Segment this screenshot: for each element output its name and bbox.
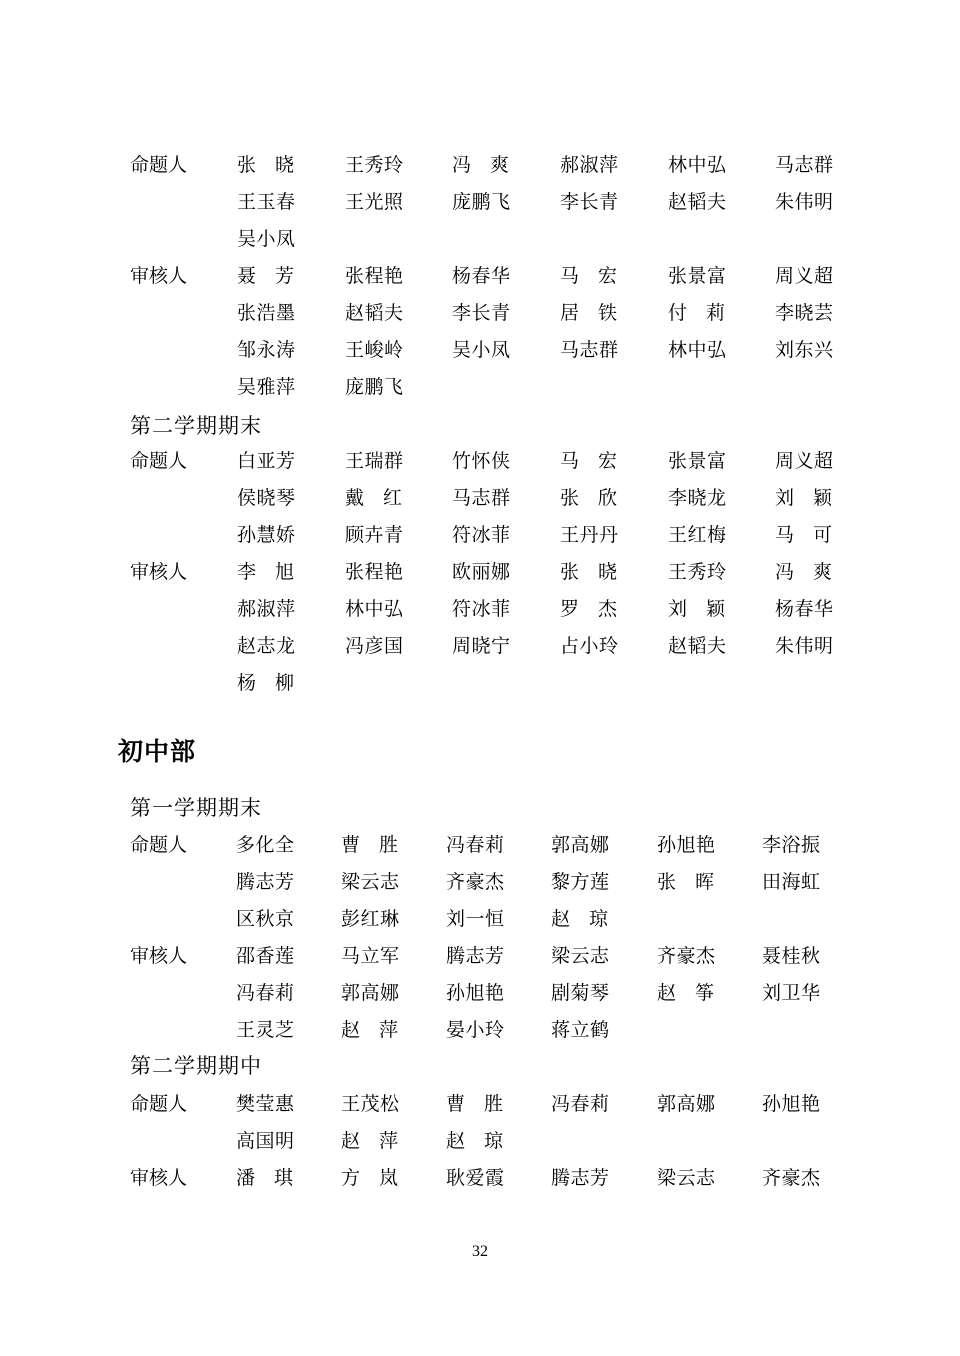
person-name: 庞鹏飞 bbox=[452, 191, 510, 213]
person-name: 刘卫华 bbox=[762, 982, 820, 1004]
person-name: 郭高娜 bbox=[341, 982, 399, 1004]
role-label: 审核人 bbox=[130, 1167, 188, 1189]
role-label: 审核人 bbox=[130, 265, 188, 287]
person-name: 郭高娜 bbox=[657, 1093, 715, 1115]
person-name: 蒋立鹤 bbox=[551, 1019, 609, 1041]
person-name: 王峻岭 bbox=[345, 339, 403, 361]
person-name: 刘一恒 bbox=[446, 908, 504, 930]
person-name: 曹胜 bbox=[341, 834, 398, 856]
person-name: 齐豪杰 bbox=[446, 871, 504, 893]
person-name: 梁云志 bbox=[551, 945, 609, 967]
person-name: 张欣 bbox=[560, 487, 617, 509]
person-name: 王光照 bbox=[345, 191, 403, 213]
person-name: 张晖 bbox=[657, 871, 714, 893]
person-name: 周义超 bbox=[775, 265, 833, 287]
person-name: 高国明 bbox=[236, 1130, 294, 1152]
person-name: 王秀玲 bbox=[345, 154, 403, 176]
person-name: 马立军 bbox=[341, 945, 399, 967]
person-name: 齐豪杰 bbox=[657, 945, 715, 967]
person-name: 李晓龙 bbox=[668, 487, 726, 509]
person-name: 付莉 bbox=[668, 302, 725, 324]
role-label: 审核人 bbox=[130, 945, 188, 967]
person-name: 罗杰 bbox=[560, 598, 617, 620]
person-name: 张景富 bbox=[668, 450, 726, 472]
person-name: 梁云志 bbox=[341, 871, 399, 893]
person-name: 冯彦国 bbox=[345, 635, 403, 657]
person-name: 赵韬夫 bbox=[668, 635, 726, 657]
person-name: 符冰菲 bbox=[452, 598, 510, 620]
person-name: 王灵芝 bbox=[236, 1019, 294, 1041]
person-name: 吴雅萍 bbox=[237, 376, 295, 398]
person-name: 马宏 bbox=[560, 265, 617, 287]
person-name: 剧菊琴 bbox=[551, 982, 609, 1004]
person-name: 杨春华 bbox=[775, 598, 833, 620]
person-name: 周晓宁 bbox=[452, 635, 510, 657]
person-name: 区秋京 bbox=[236, 908, 294, 930]
person-name: 顾卉青 bbox=[345, 524, 403, 546]
term-title: 第二学期期末 bbox=[130, 414, 262, 438]
person-name: 李晓芸 bbox=[775, 302, 833, 324]
person-name: 吴小凤 bbox=[237, 228, 295, 250]
person-name: 方岚 bbox=[341, 1167, 398, 1189]
person-name: 王丹丹 bbox=[560, 524, 618, 546]
person-name: 邹永涛 bbox=[237, 339, 295, 361]
person-name: 冯春莉 bbox=[236, 982, 294, 1004]
person-name: 林中弘 bbox=[668, 154, 726, 176]
person-name: 马志群 bbox=[560, 339, 618, 361]
person-name: 竹怀侠 bbox=[452, 450, 510, 472]
person-name: 张景富 bbox=[668, 265, 726, 287]
person-name: 邵香莲 bbox=[236, 945, 294, 967]
person-name: 刘东兴 bbox=[775, 339, 833, 361]
person-name: 王瑞群 bbox=[345, 450, 403, 472]
person-name: 王茂松 bbox=[341, 1093, 399, 1115]
person-name: 刘颖 bbox=[668, 598, 725, 620]
person-name: 马宏 bbox=[560, 450, 617, 472]
person-name: 李长青 bbox=[560, 191, 618, 213]
person-name: 赵萍 bbox=[341, 1130, 398, 1152]
person-name: 晏小玲 bbox=[446, 1019, 504, 1041]
person-name: 李旭 bbox=[237, 561, 294, 583]
person-name: 王红梅 bbox=[668, 524, 726, 546]
person-name: 符冰菲 bbox=[452, 524, 510, 546]
person-name: 赵萍 bbox=[341, 1019, 398, 1041]
person-name: 杨春华 bbox=[452, 265, 510, 287]
person-name: 郝淑萍 bbox=[237, 598, 295, 620]
person-name: 赵韬夫 bbox=[668, 191, 726, 213]
page-number: 32 bbox=[472, 1243, 488, 1260]
person-name: 王玉春 bbox=[237, 191, 295, 213]
person-name: 耿爱霞 bbox=[446, 1167, 504, 1189]
role-label: 命题人 bbox=[130, 450, 188, 472]
person-name: 齐豪杰 bbox=[762, 1167, 820, 1189]
person-name: 李长青 bbox=[452, 302, 510, 324]
person-name: 冯春莉 bbox=[551, 1093, 609, 1115]
person-name: 侯晓琴 bbox=[237, 487, 295, 509]
person-name: 林中弘 bbox=[345, 598, 403, 620]
person-name: 张晓 bbox=[237, 154, 294, 176]
person-name: 马可 bbox=[775, 524, 832, 546]
person-name: 朱伟明 bbox=[775, 635, 833, 657]
person-name: 庞鹏飞 bbox=[345, 376, 403, 398]
term-title: 第一学期期末 bbox=[130, 796, 262, 820]
person-name: 聂桂秋 bbox=[762, 945, 820, 967]
person-name: 赵筝 bbox=[657, 982, 714, 1004]
person-name: 赵琼 bbox=[551, 908, 608, 930]
role-label: 命题人 bbox=[130, 834, 188, 856]
person-name: 腾志芳 bbox=[551, 1167, 609, 1189]
person-name: 赵志龙 bbox=[237, 635, 295, 657]
person-name: 马志群 bbox=[452, 487, 510, 509]
person-name: 占小玲 bbox=[560, 635, 618, 657]
person-name: 马志群 bbox=[775, 154, 833, 176]
person-name: 张程艳 bbox=[345, 265, 403, 287]
person-name: 冯春莉 bbox=[446, 834, 504, 856]
person-name: 吴小凤 bbox=[452, 339, 510, 361]
person-name: 孙旭艳 bbox=[657, 834, 715, 856]
person-name: 冯爽 bbox=[452, 154, 509, 176]
person-name: 孙慧娇 bbox=[237, 524, 295, 546]
person-name: 林中弘 bbox=[668, 339, 726, 361]
person-name: 孙旭艳 bbox=[762, 1093, 820, 1115]
person-name: 居铁 bbox=[560, 302, 617, 324]
person-name: 赵琼 bbox=[446, 1130, 503, 1152]
section-title: 初中部 bbox=[118, 737, 197, 766]
person-name: 曹胜 bbox=[446, 1093, 503, 1115]
role-label: 命题人 bbox=[130, 154, 188, 176]
person-name: 彭红琳 bbox=[341, 908, 399, 930]
person-name: 聂芳 bbox=[237, 265, 294, 287]
person-name: 樊莹惠 bbox=[236, 1093, 294, 1115]
person-name: 郭高娜 bbox=[551, 834, 609, 856]
person-name: 潘琪 bbox=[236, 1167, 293, 1189]
person-name: 黎方莲 bbox=[551, 871, 609, 893]
person-name: 周义超 bbox=[775, 450, 833, 472]
person-name: 张程艳 bbox=[345, 561, 403, 583]
person-name: 梁云志 bbox=[657, 1167, 715, 1189]
person-name: 冯爽 bbox=[775, 561, 832, 583]
person-name: 孙旭艳 bbox=[446, 982, 504, 1004]
person-name: 朱伟明 bbox=[775, 191, 833, 213]
person-name: 多化全 bbox=[236, 834, 294, 856]
person-name: 田海虹 bbox=[762, 871, 820, 893]
person-name: 腾志芳 bbox=[236, 871, 294, 893]
role-label: 审核人 bbox=[130, 561, 188, 583]
person-name: 郝淑萍 bbox=[560, 154, 618, 176]
person-name: 欧丽娜 bbox=[452, 561, 510, 583]
person-name: 赵韬夫 bbox=[345, 302, 403, 324]
role-label: 命题人 bbox=[130, 1093, 188, 1115]
person-name: 张晓 bbox=[560, 561, 617, 583]
person-name: 戴红 bbox=[345, 487, 402, 509]
person-name: 王秀玲 bbox=[668, 561, 726, 583]
person-name: 张浩墨 bbox=[237, 302, 295, 324]
person-name: 李浴振 bbox=[762, 834, 820, 856]
person-name: 杨柳 bbox=[237, 672, 294, 694]
person-name: 白亚芳 bbox=[237, 450, 295, 472]
person-name: 刘颖 bbox=[775, 487, 832, 509]
person-name: 腾志芳 bbox=[446, 945, 504, 967]
term-title: 第二学期期中 bbox=[130, 1054, 262, 1078]
